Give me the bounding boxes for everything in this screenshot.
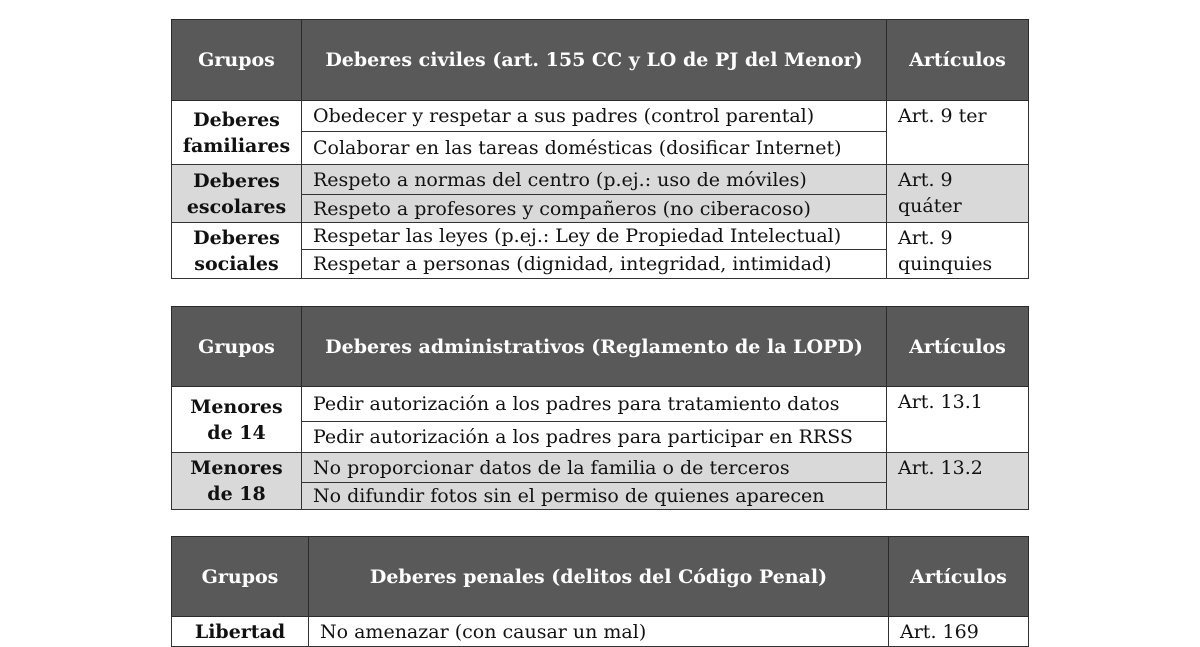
header-grupos: Grupos xyxy=(172,20,302,101)
duty-cell: Respeto a normas del centro (p.ej.: uso de móviles) xyxy=(302,165,887,195)
header-row xyxy=(172,307,1029,387)
header-grupos: Grupos xyxy=(172,307,302,387)
duty-cell: Obedecer y respetar a sus padres (control parental) xyxy=(302,101,887,132)
civil-duties-table xyxy=(171,19,1029,279)
group-cell: Menores de 18 xyxy=(172,453,302,510)
group-cell: Deberes familiares xyxy=(172,101,302,165)
duty-cell: Respetar a personas (dignidad, integridad, intimidad) xyxy=(302,250,887,279)
administrative-duties-table xyxy=(171,306,1029,510)
duty-cell: Pedir autorización a los padres para tratamiento datos xyxy=(302,387,887,422)
group-cell: Deberes escolares xyxy=(172,165,302,223)
table-row xyxy=(172,223,1029,250)
header-deberes: Deberes penales (delitos del Código Penal) xyxy=(309,537,889,617)
header-deberes: Deberes administrativos (Reglamento de la LOPD) xyxy=(302,307,887,387)
article-cell: Art. 13.2 xyxy=(887,453,1029,510)
duty-cell: Colaborar en las tareas domésticas (dosificar Internet) xyxy=(302,132,887,165)
table-row xyxy=(172,387,1029,422)
header-articulos: Artículos xyxy=(887,20,1029,101)
duty-cell: No amenazar (con causar un mal) xyxy=(309,617,889,647)
duty-cell: No difundir fotos sin el permiso de quienes aparecen xyxy=(302,483,887,510)
header-articulos: Artículos xyxy=(887,307,1029,387)
header-grupos: Grupos xyxy=(172,537,309,617)
group-cell: Libertad xyxy=(172,617,309,647)
penal-duties-table xyxy=(171,536,1029,647)
table-row xyxy=(172,165,1029,195)
article-cell: Art. 9 ter xyxy=(887,101,1029,165)
article-cell: Art. 9 quinquies xyxy=(887,223,1029,279)
duty-cell: No proporcionar datos de la familia o de terceros xyxy=(302,453,887,483)
duty-cell: Respetar las leyes (p.ej.: Ley de Propiedad Intelectual) xyxy=(302,223,887,250)
article-cell: Art. 169 xyxy=(889,617,1029,647)
table-row xyxy=(172,101,1029,132)
article-cell: Art. 13.1 xyxy=(887,387,1029,453)
header-row xyxy=(172,537,1029,617)
duty-cell: Respeto a profesores y compañeros (no ciberacoso) xyxy=(302,195,887,223)
header-deberes: Deberes civiles (art. 155 CC y LO de PJ del Menor) xyxy=(302,20,887,101)
header-articulos: Artículos xyxy=(889,537,1029,617)
article-cell: Art. 9 quáter xyxy=(887,165,1029,223)
group-cell: Deberes sociales xyxy=(172,223,302,279)
header-row xyxy=(172,20,1029,101)
table-row xyxy=(172,453,1029,483)
group-cell: Menores de 14 xyxy=(172,387,302,453)
duty-cell: Pedir autorización a los padres para participar en RRSS xyxy=(302,422,887,453)
table-row xyxy=(172,617,1029,647)
